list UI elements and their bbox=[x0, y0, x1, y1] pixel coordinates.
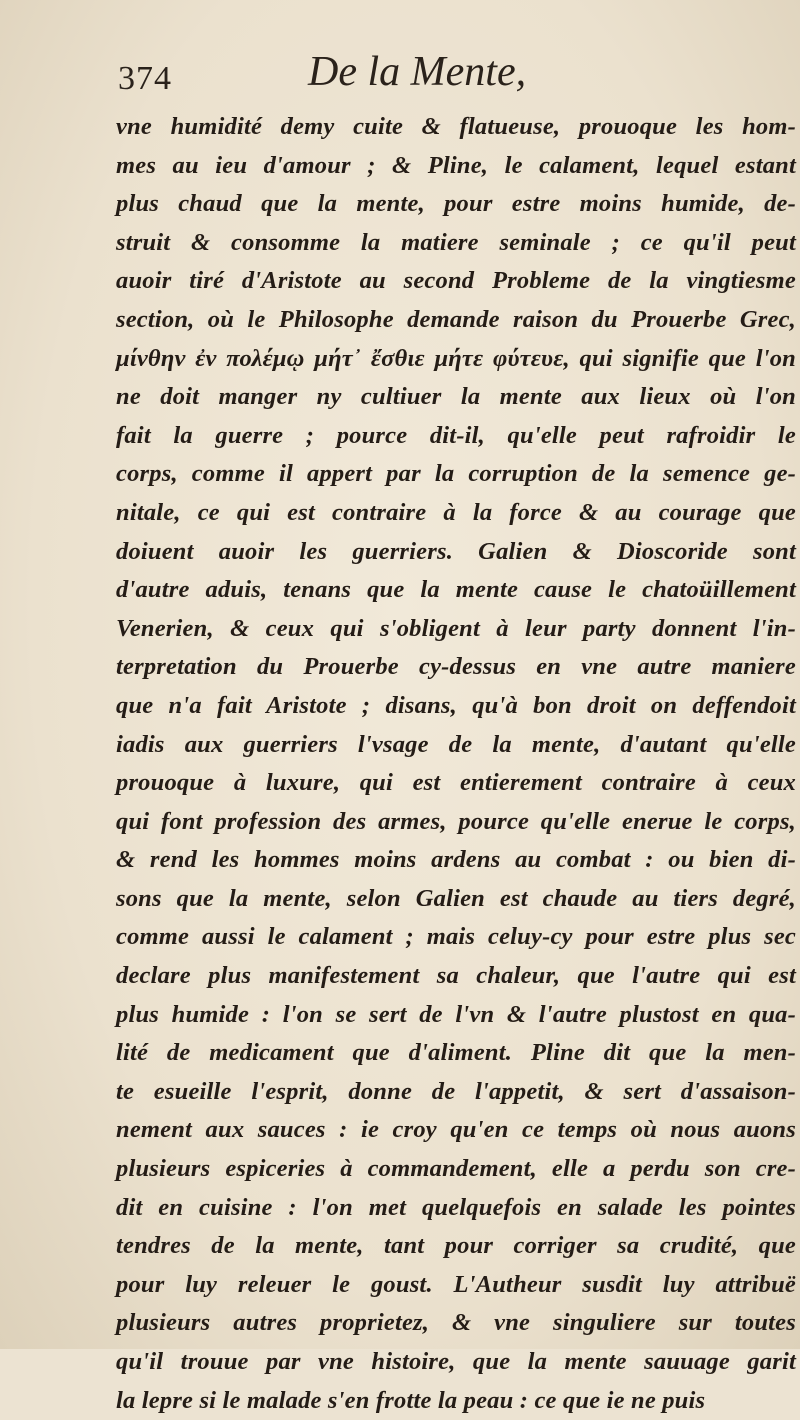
text-line: pour luy releuer le goust. L'Autheur susdit luy attribuë bbox=[116, 1270, 796, 1298]
text-line: plusieurs autres proprietez, & vne singuliere sur toutes bbox=[116, 1309, 796, 1337]
text-line: auoir tiré d'Aristote au second Probleme de la vingtiesme bbox=[116, 267, 796, 295]
text-line: te esueille l'esprit, donne de l'appetit, & sert d'assaison- bbox=[116, 1077, 796, 1105]
text-line: prouoque à luxure, qui est entierement contraire à ceux bbox=[116, 769, 796, 797]
text-line: lité de medicament que d'aliment. Pline dit que la men- bbox=[116, 1039, 796, 1067]
text-line: ne doit manger ny cultiuer la mente aux lieux où l'on bbox=[116, 383, 796, 411]
page-number: 374 bbox=[118, 60, 172, 97]
page-header bbox=[0, 44, 800, 104]
text-line: plus chaud que la mente, pour estre moins humide, de- bbox=[116, 190, 796, 218]
text-line: doiuent auoir les guerriers. Galien & Dioscoride sont bbox=[116, 537, 796, 565]
text-line: qui font profession des armes, pource qu'elle enerue le corps, bbox=[116, 807, 796, 835]
text-line: la lepre si le malade s'en frotte la peau : ce que ie ne puis bbox=[116, 1386, 706, 1414]
text-line: d'autre aduis, tenans que la mente cause le chatoüillement bbox=[116, 576, 796, 604]
text-line: vne humidité demy cuite & flatueuse, prouoque les hom- bbox=[116, 113, 796, 140]
text-line: tendres de la mente, tant pour corriger sa crudité, que bbox=[116, 1232, 796, 1260]
text-line: comme aussi le calament ; mais celuy-cy pour estre plus sec bbox=[116, 923, 796, 951]
text-line: mes au ieu d'amour ; & Pline, le calament, lequel estant bbox=[116, 151, 796, 179]
running-title: De la Mente, bbox=[308, 49, 527, 95]
text-line: nitale, ce qui est contraire à la force & au courage que bbox=[116, 498, 796, 526]
text-line: sons que la mente, selon Galien est chaude au tiers degré, bbox=[116, 884, 796, 912]
text-line: & rend les hommes moins ardens au combat : ou bien di- bbox=[116, 846, 796, 874]
text-line: section, où le Philosophe demande raison du Prouerbe Grec, bbox=[116, 305, 796, 333]
text-line: terpretation du Prouerbe cy-dessus en vne autre maniere bbox=[116, 653, 796, 681]
text-line: nement aux sauces : ie croy qu'en ce temps où nous auons bbox=[116, 1116, 796, 1144]
text-line: μίνθην ἐν πολέμῳ μήτ᾽ ἔσθιε μήτε φύτευε, qui signifie que l'on bbox=[116, 344, 796, 372]
body-text bbox=[116, 108, 796, 1420]
text-line: plusieurs espiceries à commandement, elle a perdu son cre- bbox=[116, 1155, 796, 1183]
text-line: struit & consomme la matiere seminale ; ce qu'il peut bbox=[116, 228, 796, 256]
text-line: declare plus manifestement sa chaleur, que l'autre qui est bbox=[116, 962, 796, 990]
text-line: plus humide : l'on se sert de l'vn & l'autre plustost en qua- bbox=[116, 1000, 796, 1028]
text-line: fait la guerre ; pource dit-il, qu'elle peut rafroidir le bbox=[116, 421, 796, 449]
text-line: Venerien, & ceux qui s'obligent à leur party donnent l'in- bbox=[116, 614, 796, 642]
text-line: que n'a fait Aristote ; disans, qu'à bon droit on deffendoit bbox=[116, 691, 796, 719]
text-line: corps, comme il appert par la corruption de la semence ge- bbox=[116, 460, 796, 488]
text-line: dit en cuisine : l'on met quelquefois en salade les pointes bbox=[116, 1193, 796, 1221]
text-line: qu'il trouue par vne histoire, que la mente sauuage garit bbox=[116, 1348, 796, 1375]
text-line: iadis aux guerriers l'vsage de la mente, d'autant qu'elle bbox=[116, 730, 796, 758]
